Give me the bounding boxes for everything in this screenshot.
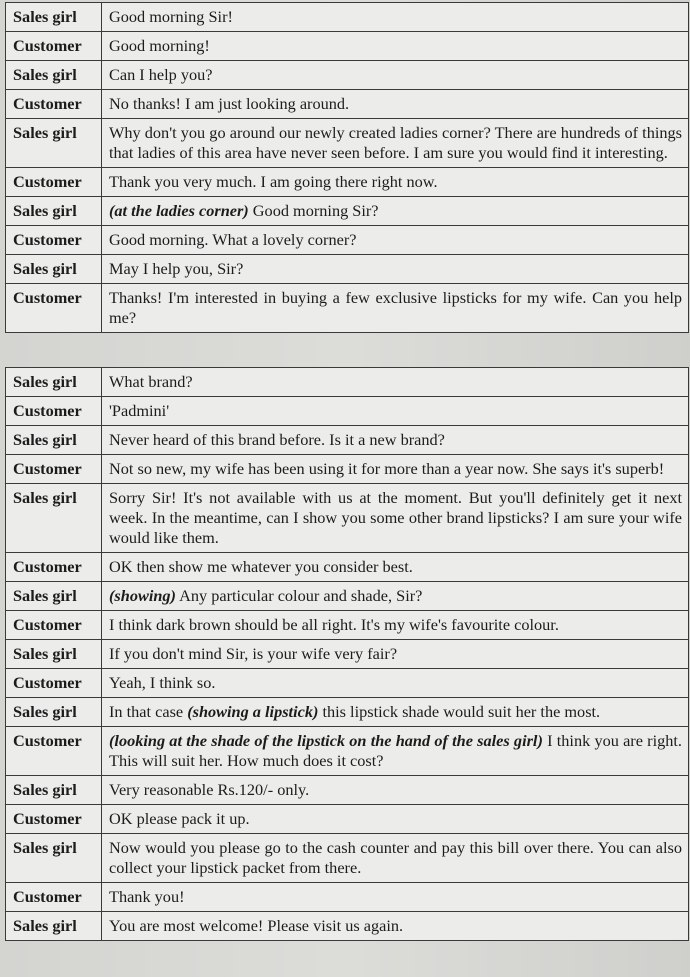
speaker-cell: Sales girl <box>6 61 102 90</box>
dialogue-line <box>102 255 689 284</box>
dialogue-line <box>102 698 689 727</box>
dialogue-line <box>102 284 689 333</box>
line-text: If you don't mind Sir, is your wife very fair? <box>109 644 398 663</box>
dialogue-row <box>6 640 689 669</box>
line-text: Sorry Sir! It's not available with us at the moment. But you'll definitely get it next week. In the meantime, can I show you some other brand lipsticks? I am sure your wife would like them. <box>109 488 682 547</box>
dialogue-line <box>102 168 689 197</box>
stage-direction: (showing) <box>109 586 176 605</box>
dialogue-line <box>102 119 689 168</box>
line-text: Yeah, I think so. <box>109 673 216 692</box>
speaker-cell: Sales girl <box>6 912 102 941</box>
speaker-cell: Customer <box>6 397 102 426</box>
speaker-cell: Sales girl <box>6 3 102 32</box>
dialogue-row <box>6 553 689 582</box>
dialogue-line <box>102 834 689 883</box>
dialogue-row <box>6 611 689 640</box>
speaker-cell: Customer <box>6 805 102 834</box>
dialogue-line <box>102 727 689 776</box>
line-text: What brand? <box>109 372 193 391</box>
stage-direction: (at the ladies corner) <box>109 201 249 220</box>
speaker-cell: Customer <box>6 553 102 582</box>
dialogue-line <box>102 582 689 611</box>
speaker-cell: Customer <box>6 883 102 912</box>
dialogue-line <box>102 226 689 255</box>
line-text: OK then show me whatever you consider best. <box>109 557 413 576</box>
stage-direction: (showing a lipstick) <box>187 702 319 721</box>
dialogue-line <box>102 553 689 582</box>
line-text: You are most welcome! Please visit us again. <box>109 916 404 935</box>
dialogue-line <box>102 776 689 805</box>
line-prefix: In that case <box>109 702 188 721</box>
speaker-cell: Customer <box>6 168 102 197</box>
stage-direction: (looking at the shade of the lipstick on the hand of the sales girl) <box>109 731 543 750</box>
line-text: Good morning Sir? <box>248 201 379 220</box>
dialogue-row <box>6 32 689 61</box>
dialogue-row <box>6 426 689 455</box>
dialogue-row <box>6 912 689 941</box>
dialogue-row <box>6 834 689 883</box>
line-text: May I help you, Sir? <box>109 259 244 278</box>
dialogue-row <box>6 255 689 284</box>
dialogue-line <box>102 805 689 834</box>
dialogue-line <box>102 455 689 484</box>
dialogue-line <box>102 3 689 32</box>
speaker-cell: Sales girl <box>6 698 102 727</box>
speaker-cell: Customer <box>6 32 102 61</box>
speaker-cell: Customer <box>6 669 102 698</box>
dialogue-row <box>6 455 689 484</box>
dialogue-row <box>6 90 689 119</box>
dialogue-row <box>6 727 689 776</box>
speaker-cell: Sales girl <box>6 119 102 168</box>
line-text: Good morning. What a lovely corner? <box>109 230 357 249</box>
line-text: Thank you! <box>109 887 185 906</box>
line-text: Thank you very much. I am going there right now. <box>109 172 438 191</box>
dialogue-row <box>6 284 689 333</box>
dialogue-row <box>6 197 689 226</box>
line-text: Very reasonable Rs.120/- only. <box>109 780 310 799</box>
line-text: Not so new, my wife has been using it for more than a year now. She says it's superb! <box>109 459 665 478</box>
dialogue-line <box>102 368 689 397</box>
dialogue-line <box>102 397 689 426</box>
speaker-cell: Sales girl <box>6 640 102 669</box>
speaker-cell: Sales girl <box>6 197 102 226</box>
dialogue-row <box>6 669 689 698</box>
speaker-cell: Sales girl <box>6 484 102 553</box>
dialogue-line <box>102 640 689 669</box>
speaker-cell: Sales girl <box>6 834 102 883</box>
dialogue-line <box>102 883 689 912</box>
dialogue-line <box>102 484 689 553</box>
dialogue-row <box>6 397 689 426</box>
dialogue-table-1 <box>5 2 689 333</box>
line-text: Why don't you go around our newly created ladies corner? There are hundreds of things that ladies of this area have never seen before. I am sure you would find it interesting. <box>109 123 682 162</box>
speaker-cell: Sales girl <box>6 776 102 805</box>
line-text: Any particular colour and shade, Sir? <box>175 586 423 605</box>
dialogue-row <box>6 805 689 834</box>
speaker-cell: Customer <box>6 90 102 119</box>
dialogue-row <box>6 61 689 90</box>
line-text: Never heard of this brand before. Is it a new brand? <box>109 430 445 449</box>
line-text: this lipstick shade would suit her the most. <box>318 702 601 721</box>
dialogue-row <box>6 119 689 168</box>
dialogue-line <box>102 90 689 119</box>
dialogue-line <box>102 912 689 941</box>
dialogue-row <box>6 582 689 611</box>
speaker-cell: Customer <box>6 455 102 484</box>
dialogue-row <box>6 883 689 912</box>
dialogue-row <box>6 168 689 197</box>
dialogue-table-2 <box>5 367 689 941</box>
speaker-cell: Customer <box>6 284 102 333</box>
dialogue-row <box>6 698 689 727</box>
dialogue-row <box>6 226 689 255</box>
line-text: Good morning! <box>109 36 210 55</box>
line-text: I think you are right. This will suit her. How much does it cost? <box>109 731 682 770</box>
line-text: 'Padmini' <box>109 401 170 420</box>
speaker-cell: Sales girl <box>6 368 102 397</box>
speaker-cell: Sales girl <box>6 426 102 455</box>
dialogue-line <box>102 61 689 90</box>
speaker-cell: Customer <box>6 226 102 255</box>
line-text: Good morning Sir! <box>109 7 233 26</box>
dialogue-row <box>6 3 689 32</box>
line-text: Now would you please go to the cash counter and pay this bill over there. You can also collect your lipstick packet from there. <box>109 838 682 877</box>
line-text: Can I help you? <box>109 65 213 84</box>
speaker-cell: Customer <box>6 727 102 776</box>
dialogue-row <box>6 368 689 397</box>
dialogue-line <box>102 426 689 455</box>
dialogue-line <box>102 32 689 61</box>
dialogue-row <box>6 776 689 805</box>
speaker-cell: Sales girl <box>6 255 102 284</box>
dialogue-line <box>102 669 689 698</box>
line-text: I think dark brown should be all right. It's my wife's favourite colour. <box>109 615 559 634</box>
line-text: OK please pack it up. <box>109 809 250 828</box>
line-text: Thanks! I'm interested in buying a few exclusive lipsticks for my wife. Can you help me? <box>109 288 682 327</box>
dialogue-line <box>102 611 689 640</box>
speaker-cell: Sales girl <box>6 582 102 611</box>
line-text: No thanks! I am just looking around. <box>109 94 350 113</box>
dialogue-row <box>6 484 689 553</box>
dialogue-line <box>102 197 689 226</box>
speaker-cell: Customer <box>6 611 102 640</box>
